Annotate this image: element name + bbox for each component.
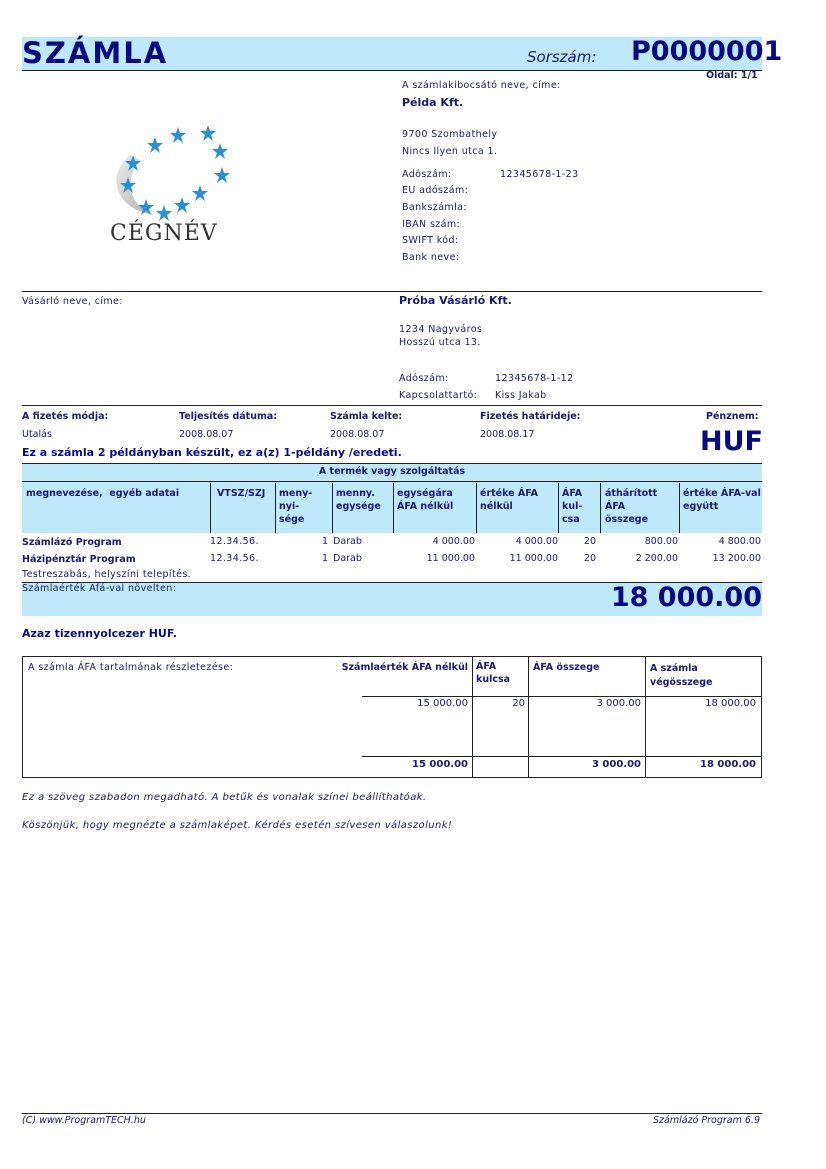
issuer-label: A számlakibocsátó neve, címe:: [402, 80, 561, 91]
item-row-2-note: Testreszabás, helyszíni telepítés.: [22, 569, 192, 580]
company-logo: [100, 115, 250, 255]
buyer-name: Próba Vásárló Kft.: [399, 294, 512, 307]
vat-row-vat: 3 000.00: [596, 698, 641, 709]
vat-sum-vat: 3 000.00: [591, 759, 641, 770]
due-date-label: Fizetés határideje:: [480, 411, 581, 422]
items-group-header: A termék vagy szolgáltatás: [318, 466, 466, 477]
completion-date-label: Teljesítés dátuma:: [179, 411, 278, 422]
page-number: Oldal: 1/1: [706, 70, 758, 81]
completion-date: 2008.08.07: [179, 429, 234, 440]
header-rule: [22, 70, 762, 71]
col-divider-7: [600, 483, 601, 533]
vat-row-total: 18 000.00: [705, 698, 756, 709]
item-row-1-gross: 4 800.00: [718, 536, 761, 547]
issuer-eu-tax-label: EU adószám:: [402, 185, 469, 196]
payment-method: Utalás: [22, 429, 52, 440]
issuer-buyer-rule: [22, 291, 762, 292]
currency: HUF: [700, 426, 763, 457]
item-row-1-net: 4 000.00: [515, 536, 558, 547]
item-row-2-net: 11 000.00: [509, 553, 558, 564]
issuer-bank-account-label: Bankszámla:: [402, 202, 467, 213]
item-row-2-gross: 13 200.00: [712, 553, 761, 564]
issuer-bank-name-label: Bank neve:: [402, 252, 460, 263]
item-row-2-vat: 2 200.00: [635, 553, 678, 564]
currency-label: Pénznem:: [706, 411, 759, 422]
col-header-unit: menny. egysége: [336, 488, 381, 512]
total-in-words: Azaz tizennyolcezer HUF.: [22, 627, 177, 640]
col-header-vat: áthárított ÁFA összege: [605, 488, 658, 525]
due-date: 2008.08.17: [480, 429, 535, 440]
logo-text: CÉGNÉV: [110, 221, 218, 246]
vat-header-rule: [362, 696, 761, 697]
footer-rule: [22, 1113, 762, 1114]
issuer-tax-label: Adószám:: [402, 169, 452, 180]
serial-label: Sorszám:: [527, 48, 597, 66]
copies-note: Ez a számla 2 példányban készült, ez a(z) 1-példány /eredeti.: [22, 446, 402, 459]
note-line-1: Ez a szöveg szabadon megadható. A betűk és vonalak színei beállíthatóak.: [22, 792, 427, 803]
col-divider-2: [275, 483, 276, 533]
issuer-swift-label: SWIFT kód:: [402, 235, 459, 246]
items-top-rule: [22, 463, 762, 464]
buyer-contact-value: Kiss Jakab: [495, 390, 547, 401]
item-row-1-unit: Darab: [333, 536, 362, 547]
vat-row-net: 15 000.00: [417, 698, 468, 709]
col-header-net: értéke ÁFA nélkül: [480, 488, 539, 512]
buyer-payment-rule: [22, 405, 762, 406]
buyer-address2: Hosszú utca 13.: [399, 337, 481, 348]
buyer-tax-value: 12345678-1-12: [495, 373, 574, 384]
buyer-tax-label: Adószám:: [399, 373, 449, 384]
items-group-rule: [22, 481, 762, 482]
vat-divider-1: [472, 657, 473, 777]
note-line-2: Köszönjük, hogy megnézte a számlaképet. Kérdés esetén szívesen válaszolunk!: [22, 820, 453, 831]
issuer-tax-value: 12345678-1-23: [500, 169, 579, 180]
vat-sum-net: 15 000.00: [412, 759, 468, 770]
vat-divider-3: [645, 657, 646, 777]
item-row-2-unit-price: 11 000.00: [426, 553, 475, 564]
total-label: Számlaérték Áfá-val növelten:: [22, 583, 177, 594]
item-row-1-qty: 1: [321, 536, 328, 547]
vat-summary-label: A számla ÁFA tartalmának részletezése:: [28, 662, 234, 673]
payment-method-label: A fizetés módja:: [22, 411, 109, 422]
item-row-2-vat-rate: 20: [583, 553, 596, 564]
buyer-label: Vásárló neve, címe:: [22, 296, 123, 307]
issuer-name: Példa Kft.: [402, 96, 464, 109]
vat-divider-2: [528, 657, 529, 777]
footer-right: Számlázó Program 6.9: [653, 1115, 760, 1126]
col-divider-1: [210, 483, 211, 533]
col-divider-8: [679, 483, 680, 533]
col-header-unit-price: egységára ÁFA nélkül: [397, 488, 454, 512]
total-value: 18 000.00: [610, 582, 762, 613]
item-row-2-qty: 1: [321, 553, 328, 564]
issue-date-label: Számla kelte:: [330, 411, 403, 422]
col-header-vat-rate: ÁFA kul- csa: [562, 488, 583, 525]
vat-col-vat: ÁFA összege: [533, 662, 600, 673]
vat-row-rate: 20: [512, 698, 525, 709]
item-row-1-vtsz: 12.34.56.: [210, 536, 259, 547]
item-row-1-unit-price: 4 000.00: [432, 536, 475, 547]
col-divider-4: [393, 483, 394, 533]
item-row-2-name: Házipénztár Program: [22, 554, 136, 565]
vat-sum-total: 18 000.00: [700, 759, 756, 770]
item-row-2-unit: Darab: [333, 553, 362, 564]
item-row-2-vtsz: 12.34.56.: [210, 553, 259, 564]
item-row-1-name: Számlázó Program: [22, 537, 122, 548]
col-divider-3: [332, 483, 333, 533]
vat-col-net: Számlaérték ÁFA nélkül: [341, 662, 468, 673]
invoice-title: SZÁMLA: [22, 36, 169, 70]
vat-sum-rule: [362, 756, 761, 757]
col-header-name: megnevezése, egyéb adatai: [26, 488, 180, 499]
buyer-address1: 1234 Nagyváros: [399, 324, 483, 335]
issuer-iban-label: IBAN szám:: [402, 219, 461, 230]
col-divider-6: [558, 483, 559, 533]
col-divider-5: [476, 483, 477, 533]
serial-number: P0000001: [631, 36, 783, 67]
buyer-contact-label: Kapcsolattartó:: [399, 390, 478, 401]
item-row-1-vat-rate: 20: [583, 536, 596, 547]
issuer-address1: 9700 Szombathely: [402, 129, 498, 140]
col-header-qty: meny- nyi- sége: [279, 488, 313, 525]
vat-col-rate: ÁFA kulcsa: [476, 661, 511, 685]
item-row-1-vat: 800.00: [644, 536, 678, 547]
footer-left: (C) www.ProgramTECH.hu: [22, 1115, 146, 1126]
issuer-address2: Nincs Ilyen utca 1.: [402, 146, 498, 157]
vat-col-total: A számla végösszege: [650, 663, 713, 688]
col-header-gross: értéke ÁFA-val együtt: [683, 488, 761, 512]
col-header-vtsz: VTSZ/SZJ: [217, 488, 266, 499]
issue-date: 2008.08.07: [330, 429, 385, 440]
